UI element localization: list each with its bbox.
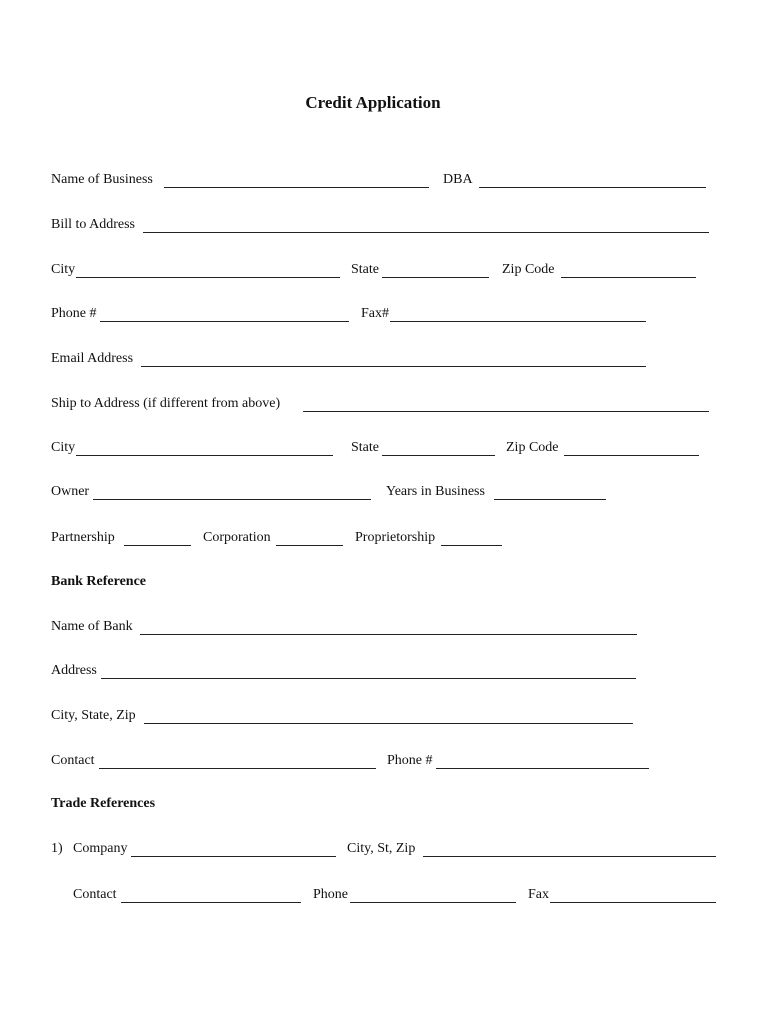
bank-contact-field[interactable] — [99, 768, 376, 769]
trade-fax-label: Fax — [528, 887, 549, 902]
city-label: City — [51, 262, 76, 277]
business-name-row — [51, 172, 711, 192]
trade-fax-field[interactable] — [550, 902, 716, 903]
business-name-field[interactable] — [164, 187, 429, 188]
bank-phone-field[interactable] — [436, 768, 649, 769]
email-row — [51, 351, 711, 371]
ship-to-field[interactable] — [303, 411, 709, 412]
business-name-label: Name of Business — [51, 172, 153, 187]
ship-to-label: Ship to Address (if different from above) — [51, 396, 281, 411]
trade-contact-label: Contact — [73, 887, 117, 902]
ship-to-row — [51, 396, 711, 416]
bill-to-label: Bill to Address — [51, 217, 136, 232]
bank-city-row — [51, 708, 711, 728]
fax-field[interactable] — [390, 321, 646, 322]
zip-field[interactable] — [561, 277, 696, 278]
owner-field[interactable] — [93, 499, 371, 500]
years-field[interactable] — [494, 499, 606, 500]
state-label: State — [351, 262, 379, 277]
phone-field[interactable] — [100, 321, 349, 322]
bank-address-row — [51, 663, 711, 683]
partnership-field[interactable] — [124, 545, 191, 546]
bill-to-row — [51, 217, 711, 237]
email-label: Email Address — [51, 351, 134, 366]
trade-city-label: City, St, Zip — [347, 841, 416, 856]
bank-address-label: Address — [51, 663, 97, 678]
ship-state-field[interactable] — [382, 455, 495, 456]
page-title: Credit Application — [305, 93, 441, 112]
trade-company-label: Company — [73, 841, 128, 856]
phone-fax-row — [51, 306, 711, 326]
bank-city-state-zip-label: City, State, Zip — [51, 708, 136, 723]
state-field[interactable] — [382, 277, 489, 278]
bank-reference-heading: Bank Reference — [51, 574, 146, 589]
dba-label: DBA — [443, 172, 473, 187]
trade-company-field[interactable] — [131, 856, 336, 857]
trade-number: 1) — [51, 841, 63, 856]
bank-address-field[interactable] — [101, 678, 636, 679]
trade-phone-field[interactable] — [350, 902, 516, 903]
business-type-row — [51, 530, 711, 550]
partnership-label: Partnership — [51, 530, 115, 545]
phone-label: Phone # — [51, 306, 97, 321]
corporation-label: Corporation — [203, 530, 271, 545]
billing-city-row — [51, 262, 711, 282]
bank-phone-label: Phone # — [387, 753, 433, 768]
owner-row — [51, 484, 711, 504]
city-field[interactable] — [76, 277, 340, 278]
trade-city-field[interactable] — [423, 856, 716, 857]
trade-contact-field[interactable] — [121, 902, 301, 903]
bank-name-label: Name of Bank — [51, 619, 133, 634]
ship-zip-field[interactable] — [564, 455, 699, 456]
zip-label: Zip Code — [502, 262, 555, 277]
owner-label: Owner — [51, 484, 90, 499]
trade-company-row — [51, 841, 721, 861]
trade-phone-label: Phone — [313, 887, 348, 902]
ship-zip-label: Zip Code — [506, 440, 559, 455]
ship-state-label: State — [351, 440, 379, 455]
bank-name-field[interactable] — [140, 634, 637, 635]
bill-to-field[interactable] — [143, 232, 709, 233]
bank-contact-label: Contact — [51, 753, 95, 768]
email-field[interactable] — [141, 366, 646, 367]
trade-references-heading: Trade References — [51, 796, 156, 811]
bank-contact-row — [51, 753, 711, 773]
fax-label: Fax# — [361, 306, 389, 321]
years-label: Years in Business — [386, 484, 485, 499]
proprietorship-field[interactable] — [441, 545, 502, 546]
shipping-city-row — [51, 440, 711, 460]
ship-city-field[interactable] — [76, 455, 333, 456]
dba-field[interactable] — [479, 187, 706, 188]
corporation-field[interactable] — [276, 545, 343, 546]
bank-name-row — [51, 619, 711, 639]
proprietorship-label: Proprietorship — [355, 530, 436, 545]
trade-contact-row — [51, 887, 721, 907]
ship-city-label: City — [51, 440, 76, 455]
bank-city-state-zip-field[interactable] — [144, 723, 633, 724]
